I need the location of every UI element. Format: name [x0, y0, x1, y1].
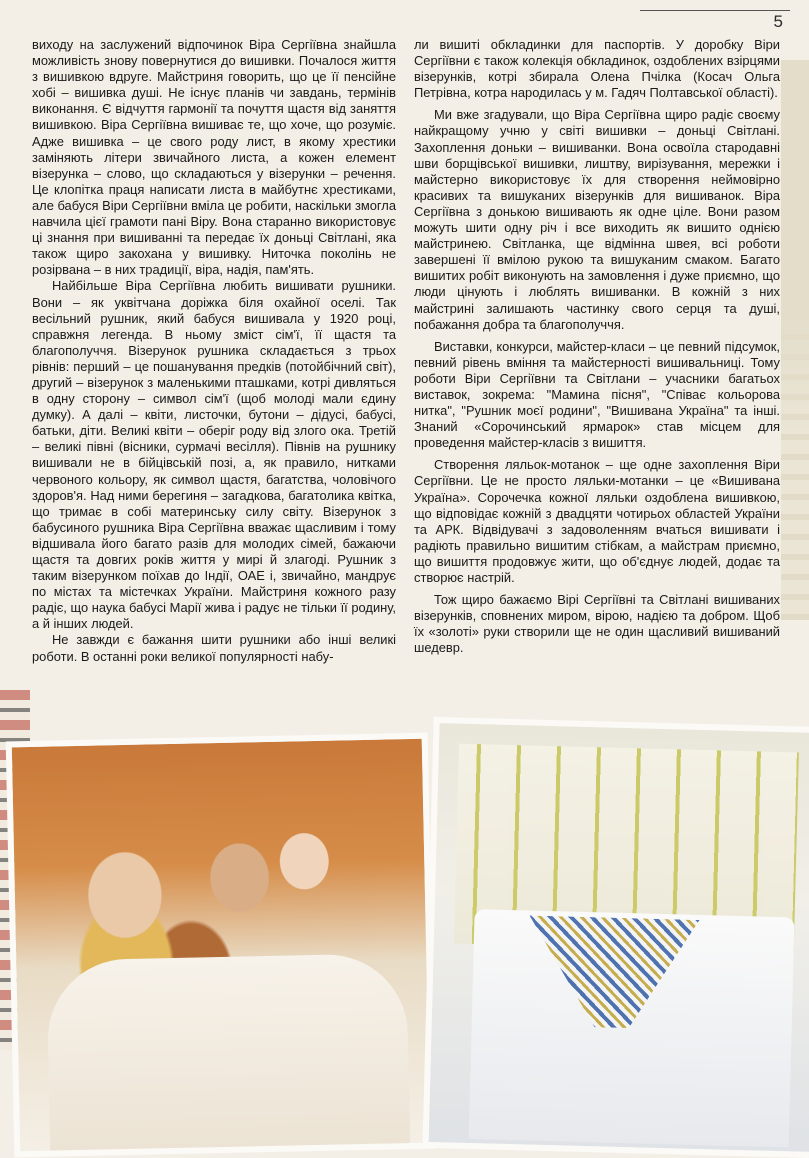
paragraph: Виставки, конкурси, майстер-класи – це певний підсумок, певний рівень вміння та майстерності вишивальниці. Тому роботи Віри Сергіївни та Світлани – учасники багатьох виставок, зокрема: "Мамина пісня", "Співає кольорова нитка", "Рушник моєї родини", "Вишивана Україна" та інші. Знаний «Сорочинський ярмарок» став місцем для проведення майстер-класів з вишиття.: [414, 338, 780, 451]
paragraph: Ми вже згадували, що Віра Сергіївна щиро радіє своєму найкращому учню у світі вишивки – доньці Світлані. Захоплення доньки – вишиванки. Вона освоїла стародавні шви борщівської вишивки, лиштву, вирізування, мережки і майстерно використовує їх для створення неймовірно красивих та вишуканих візерунків для вишиванок. Віра Сергіївна з донькою вишивають як одне ціле. Вони разом можуть шити одну річ і все виходить як вишито однією майстринею. Світланка, ще відмінна швея, всі роботи завершені її вмілою рукою та вишуканим смаком. Багато вишитих робіт виконують на замовлення і дуже приємно, що люди цінують і люблять вишиванки. В кожній з них майстрині залишають частинку свого серця та душі, побажання добра та благополуччя.: [414, 107, 780, 332]
paragraph: Не завжди є бажання шити рушники або інші великі роботи. В останні роки великої популярності набу-: [32, 632, 396, 664]
paragraph: ли вишиті обкладинки для паспортів. У доробку Віри Сергіївни є також колекція обкладинок, оздоблених взірцями візерунків, котрі збирала Олена Пчілка (Косач Ольга Петрівна, котра народилась у м. Гадяч Полтавської області).: [414, 37, 780, 101]
paragraph: Найбільше Віра Сергіївна любить вишивати рушники. Вони – як уквітчана доріжка біля охайної оселі. Так весільний рушник, який бабуся вишивала у 1920 році, справжня легенда. В ньому зміст сім'ї, її щастя та благополуччя. Візерунок рушника складається з трьох рівнів: перший – це пошанування предків (потойбічний світ), другий – візерунок з маленькими пташками, котрі дивляться в одну сторону – символ сім'ї (щоб молоді мали єдину думку). А далі – квіти, листочки, бутони – дідусі, бабусі, батьки, діти. Великі квіти – оберіг роду від злого ока. Третій – великі півні (вісники, сурмачі весілля). Півнів на рушнику вишивали не в бійцівській позі, а, як правило, нитками червоного кольору, як символ щастя, багатства, чоловічого здоров'я. Над ними берегиня – загадкова, багатолика квітка, що тримає в собі материнську силу світу. Візерунок з бабусиного рушника Віра Сергіївна вважає щасливим і тому відшивала його багато разів для молодих сімей, бажаючи щастя та довгих років життя у мирі й злагоді. Рушник з таким візерунком поїхав до Індії, ОАЕ і, звичайно, мандрує по містах та містечках України. Майстриня кожного разу радіє, що наука бабусі Марії жива і радує не тільки її родину, а й інших людей.: [32, 278, 396, 632]
paragraph: виходу на заслужений відпочинок Віра Сергіївна знайшла можливість знову повернутися до вишивки. Почалося життя з вишивкою вдруге. Майстриня говорить, що це її пенсійне хобі – вишивка душі. Не існує планів чи завдань, термінів виконання. Є відчуття гармонії та почуття щастя від заняття вишивкою. Віра Сергіївна вишиває те, що хоче, що розуміє. Адже вишивка – це свого роду лист, в якому хрестики заміняють літери звичайного листа, а кожен елемент візерунка – слово, що складаються у візерунки – речення. Це клопітка праця написати листа в майбутнє хрестиками, але бабуся Віри Сергіївни вміла це робити, наскільки змогла навчила цієї грамоти пані Віру. Вона старанно використовує ці знання при вишиванні та передає їх доньці Світлані, яка також щиро закохана у вишивку. Ниточка поколінь не розірвана – в них традиції, віра, надія, пам'ять.: [32, 37, 396, 278]
top-rule: [640, 10, 790, 11]
embroidered-shirts-photo: [422, 717, 809, 1158]
article-column-right: [414, 37, 780, 656]
article-column-left: [32, 37, 396, 665]
family-photo: [6, 733, 437, 1158]
embroidered-shirts-area: [46, 953, 410, 1150]
paragraph: Створення ляльок-мотанок – ще одне захоплення Віри Сергіївни. Це не просто ляльки-мотанки – це «Вишивана Україна». Сорочечка кожної ляльки оздоблена вишивкою, що відповідає кожній з двадцяти чотирьох областей України та АРК. Відвідувачі з задоволенням вчаться вишивати і радіють правильно вишитим стібкам, а майстрам приємно, що вишиття продовжує жити, що об'єднує людей, додає та створює настрій.: [414, 457, 780, 585]
page-number: 5: [773, 12, 783, 31]
decorative-embroidery-border-right: [781, 60, 809, 620]
paragraph: Тож щиро бажаємо Вірі Сергіївні та Світлані вишиваних візерунків, сповнених миром, вірою, надією та добром. Щоб їх «золоті» руки створили ще не один щасливий вишиваний шедевр.: [414, 592, 780, 656]
